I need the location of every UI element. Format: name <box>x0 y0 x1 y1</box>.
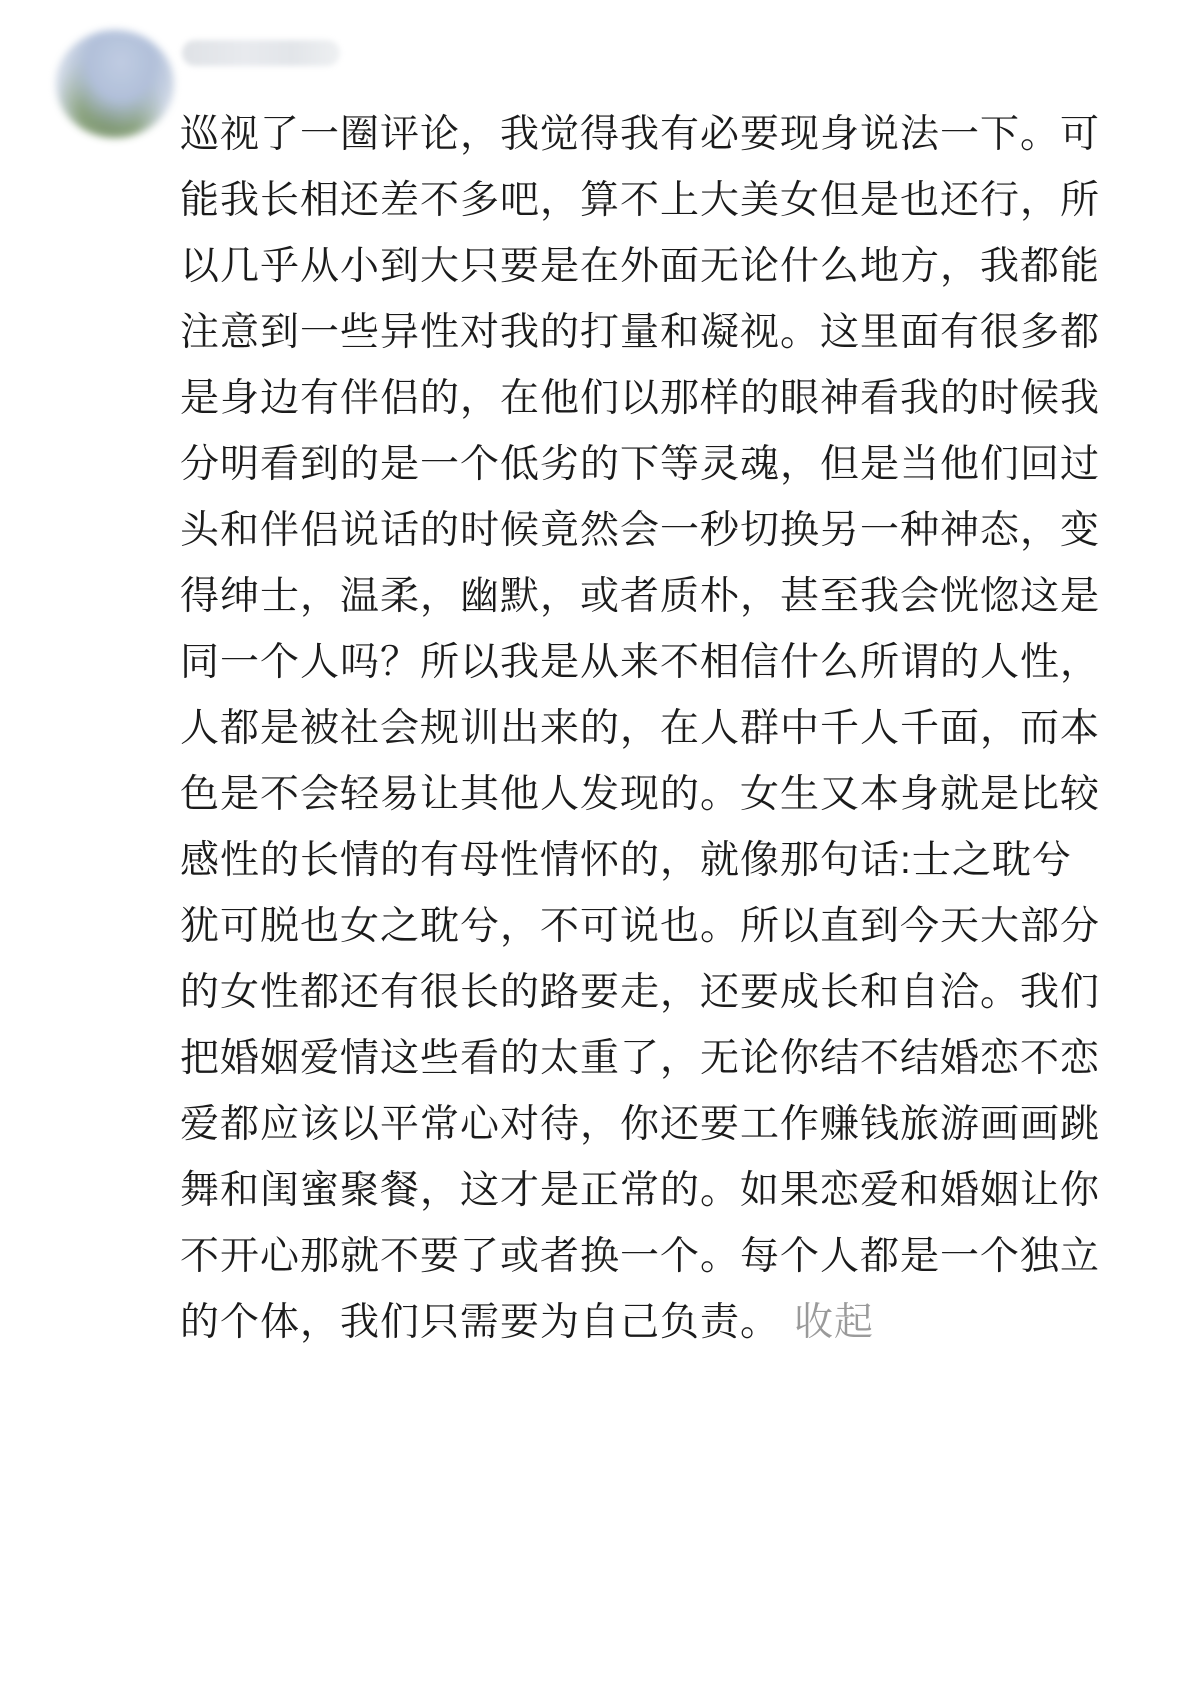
author-name[interactable] <box>182 40 340 66</box>
comment-text: 巡视了一圈评论，我觉得我有必要现身说法一下。可能我长相还差不多吧，算不上大美女但是也还行，所以几乎从小到大只要是在外面无论什么地方，我都能注意到一些异性对我的打量和凝视。这里面有很多都是身边有伴侣的，在他们以那样的眼神看我的时候我分明看到的是一个低劣的下等灵魂，但是当他们回过头和伴侣说话的时候竟然会一秒切换另一种神态，变得绅士，温柔，幽默，或者质朴，甚至我会恍惚这是同一个人吗？所以我是从来不相信什么所谓的人性，人都是被社会规训出来的，在人群中千人千面，而本色是不会轻易让其他人发现的。女生又本身就是比较感性的长情的有母性情怀的，就像那句话:士之耽兮犹可脱也女之耽兮，不可说也。所以直到今天大部分的女性都还有很长的路要走，还要成长和自洽。我们把婚姻爱情这些看的太重了，无论你结不结婚恋不恋爱都应该以平常心对待，你还要工作赚钱旅游画画跳舞和闺蜜聚餐，这才是正常的。如果恋爱和婚姻让你不开心那就不要了或者换一个。每个人都是一个独立的个体，我们只需要为自己负责。 <box>180 113 1101 1344</box>
avatar[interactable] <box>56 30 174 138</box>
collapse-button[interactable]: 收起 <box>794 1301 875 1344</box>
comment-body <box>180 102 1100 1356</box>
